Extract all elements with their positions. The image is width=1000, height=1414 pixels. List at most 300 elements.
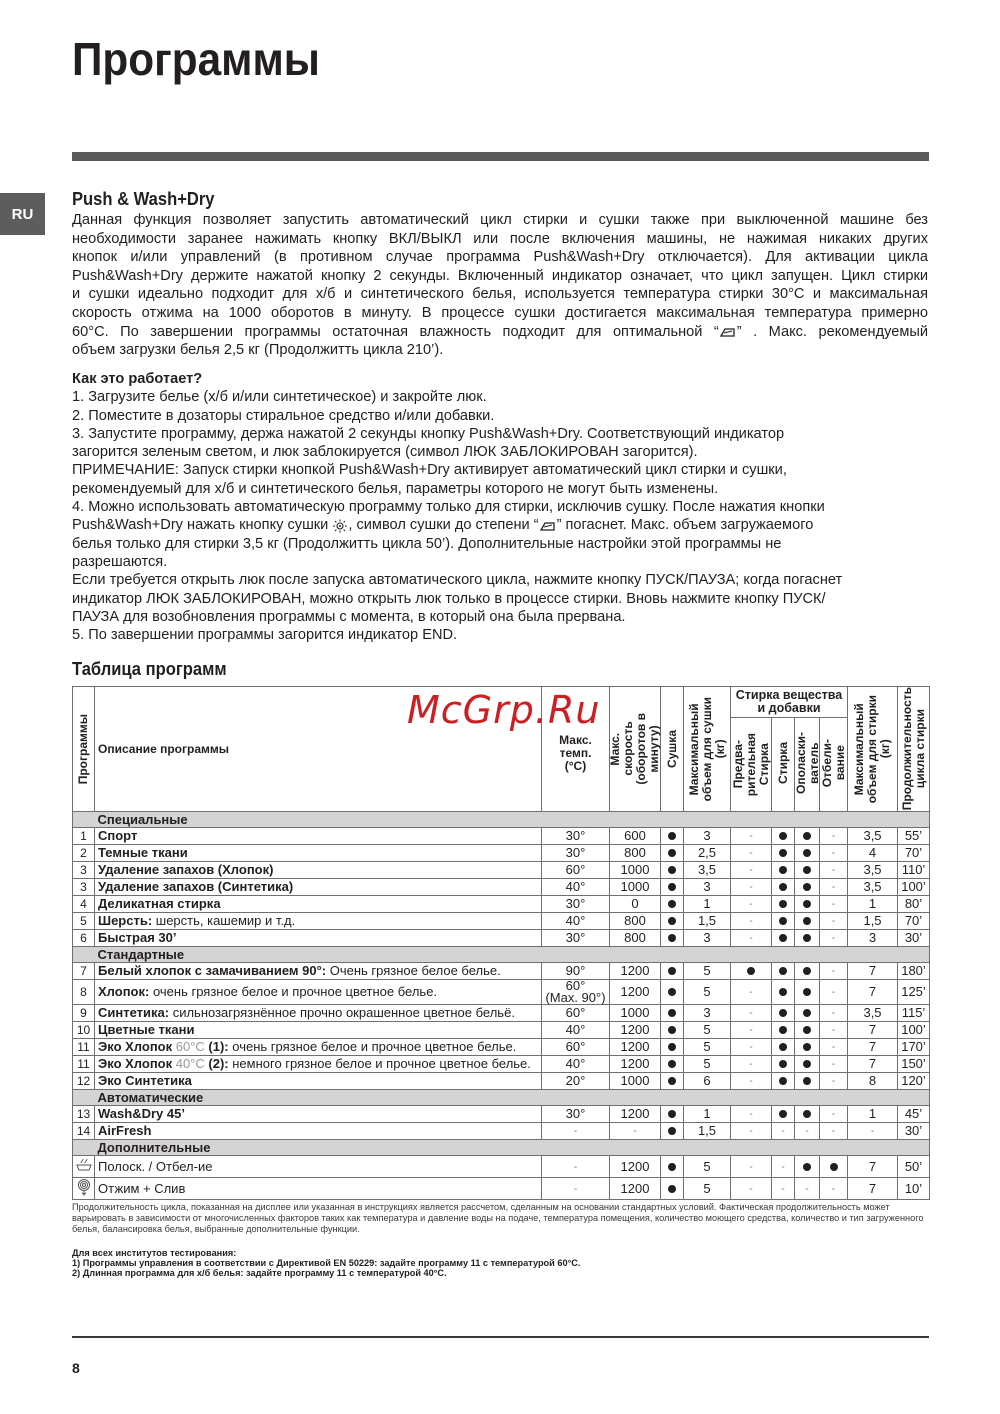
program-number: 3 (73, 879, 95, 896)
bleach: - (820, 963, 848, 980)
duration: 30’ (898, 930, 930, 947)
program-description: Удаление запахов (Хлопок) (95, 862, 542, 879)
wash-load: 3 (848, 930, 898, 947)
col-softener: Ополаски- ватель (795, 718, 820, 812)
dry-load: 1,5 (684, 913, 731, 930)
included-dot-icon (803, 883, 811, 891)
program-description: Деликатная стирка (95, 896, 542, 913)
col-dry-load: Максимальный объем для сушки (кг) (684, 687, 731, 812)
included-dot-icon (747, 967, 755, 975)
included-dot-icon (668, 832, 676, 840)
prewash: - (731, 1156, 772, 1178)
softener (795, 828, 820, 845)
duration: 10’ (898, 1178, 930, 1200)
wash-detergent (772, 1039, 795, 1056)
drying (661, 1073, 684, 1090)
max-spin: 1200 (610, 1056, 661, 1073)
wash-load: 3,5 (848, 1005, 898, 1022)
prewash: - (731, 1178, 772, 1200)
max-temp: 40° (542, 1056, 610, 1073)
dry-load: 5 (684, 980, 731, 1005)
bleach: - (820, 913, 848, 930)
drying (661, 1022, 684, 1039)
drying (661, 1056, 684, 1073)
prewash: - (731, 845, 772, 862)
drying (661, 862, 684, 879)
included-dot-icon (779, 849, 787, 857)
section-special: Специальные (73, 812, 930, 828)
included-dot-icon (803, 832, 811, 840)
dry-load: 3 (684, 828, 731, 845)
included-dot-icon (803, 1043, 811, 1051)
table-row (73, 1056, 930, 1073)
table-row (73, 845, 930, 862)
duration: 115’ (898, 1005, 930, 1022)
max-temp: 30° (542, 845, 610, 862)
duration: 30’ (898, 1123, 930, 1140)
drying (661, 1178, 684, 1200)
prewash: - (731, 1073, 772, 1090)
bleach: - (820, 1123, 848, 1140)
dry-load: 6 (684, 1073, 731, 1090)
wash-detergent (772, 1106, 795, 1123)
bleach: - (820, 862, 848, 879)
program-number: 8 (73, 980, 95, 1005)
bleach: - (820, 1178, 848, 1200)
table-row (73, 980, 930, 1005)
wash-detergent (772, 930, 795, 947)
drying (661, 1106, 684, 1123)
max-spin: 0 (610, 896, 661, 913)
program-number: 13 (73, 1106, 95, 1123)
table-row (73, 879, 930, 896)
dry-load: 2,5 (684, 845, 731, 862)
max-temp: 60° (542, 1039, 610, 1056)
section-standard: Стандартные (73, 947, 930, 963)
table-row (73, 1156, 930, 1178)
wash-load: 7 (848, 980, 898, 1005)
included-dot-icon (779, 917, 787, 925)
bleach: - (820, 1073, 848, 1090)
iron-dry-icon (719, 326, 737, 338)
program-description: Эко Хлопок 60°C (1): очень грязное белое и прочное цветное белье. (95, 1039, 542, 1056)
wash-detergent (772, 1056, 795, 1073)
program-number: 7 (73, 963, 95, 980)
included-dot-icon (779, 1110, 787, 1118)
included-dot-icon (803, 1110, 811, 1118)
duration: 110’ (898, 862, 930, 879)
softener (795, 930, 820, 947)
table-row (73, 1106, 930, 1123)
dry-load: 3 (684, 930, 731, 947)
wash-detergent (772, 828, 795, 845)
max-temp: 60° (542, 1005, 610, 1022)
included-dot-icon (803, 849, 811, 857)
program-description: Спорт (95, 828, 542, 845)
max-temp: 90° (542, 963, 610, 980)
included-dot-icon (668, 988, 676, 996)
wash-detergent: - (772, 1178, 795, 1200)
wash-load: 1,5 (848, 913, 898, 930)
dry-load: 1 (684, 1106, 731, 1123)
col-description: Описание программы (95, 687, 542, 812)
max-temp: - (542, 1123, 610, 1140)
drying (661, 1156, 684, 1178)
included-dot-icon (830, 1163, 838, 1171)
wash-load: 7 (848, 963, 898, 980)
program-description: Отжим + Слив (95, 1178, 542, 1200)
duration: 100’ (898, 1022, 930, 1039)
softener (795, 1156, 820, 1178)
wash-detergent (772, 1073, 795, 1090)
program-description: Белый хлопок с замачиванием 90°: Очень грязное белое белье. (95, 963, 542, 980)
softener: - (795, 1178, 820, 1200)
included-dot-icon (668, 1043, 676, 1051)
duration: 120’ (898, 1073, 930, 1090)
included-dot-icon (779, 883, 787, 891)
included-dot-icon (779, 1077, 787, 1085)
wash-load: 1 (848, 896, 898, 913)
max-temp: 30° (542, 828, 610, 845)
dry-load: 3,5 (684, 862, 731, 879)
col-duration: Продолжительность цикла стирки (898, 687, 930, 812)
prewash: - (731, 896, 772, 913)
prewash: - (731, 1022, 772, 1039)
included-dot-icon (668, 934, 676, 942)
dry-load: 5 (684, 1022, 731, 1039)
included-dot-icon (668, 1009, 676, 1017)
program-description: AirFresh (95, 1123, 542, 1140)
footer-divider (72, 1336, 929, 1338)
duration: 125’ (898, 980, 930, 1005)
duration: 80’ (898, 896, 930, 913)
max-spin: 1200 (610, 980, 661, 1005)
prewash: - (731, 1005, 772, 1022)
wash-detergent (772, 845, 795, 862)
drying (661, 896, 684, 913)
max-temp: 30° (542, 930, 610, 947)
wash-load: 3,5 (848, 828, 898, 845)
included-dot-icon (668, 883, 676, 891)
max-temp: 60° (Max. 90°) (542, 980, 610, 1005)
bleach: - (820, 828, 848, 845)
program-description: Эко Хлопок 40°C (2): немного грязное белое и прочное цветное белье. (95, 1056, 542, 1073)
included-dot-icon (803, 1026, 811, 1034)
col-bleach: Отбели- вание (820, 718, 848, 812)
duration: 70’ (898, 913, 930, 930)
included-dot-icon (779, 1043, 787, 1051)
drying (661, 828, 684, 845)
softener (795, 1106, 820, 1123)
prewash: - (731, 862, 772, 879)
testing-notes: Для всех институтов тестирования: 1) Программы управления в соответствии с Директивой EN 50229: задайте программу 11 с температурой 60°C. 2) Длинная программа для х/б белья: задайте программу 11 с температурой 40°C. (72, 1248, 581, 1278)
max-spin: 1000 (610, 1073, 661, 1090)
bleach: - (820, 879, 848, 896)
col-drying: Сушка (661, 687, 684, 812)
max-temp: 20° (542, 1073, 610, 1090)
prewash: - (731, 913, 772, 930)
included-dot-icon (779, 900, 787, 908)
drying (661, 930, 684, 947)
wash-detergent (772, 1022, 795, 1039)
wash-detergent (772, 879, 795, 896)
dry-load: 5 (684, 1156, 731, 1178)
wash-detergent (772, 896, 795, 913)
dry-load: 5 (684, 963, 731, 980)
included-dot-icon (803, 988, 811, 996)
col-max-temp: Макс. темп. (°C) (542, 687, 610, 812)
program-number: 10 (73, 1022, 95, 1039)
included-dot-icon (779, 1009, 787, 1017)
included-dot-icon (668, 900, 676, 908)
dry-load: 5 (684, 1178, 731, 1200)
max-spin: 1000 (610, 879, 661, 896)
table-row (73, 1022, 930, 1039)
wash-load: 7 (848, 1039, 898, 1056)
max-temp: 60° (542, 862, 610, 879)
wash-load: 8 (848, 1073, 898, 1090)
wash-load: 3,5 (848, 862, 898, 879)
watermark: McGrp.Ru (407, 688, 601, 732)
section-automatic: Автоматические (73, 1090, 930, 1106)
included-dot-icon (803, 1077, 811, 1085)
col-max-spin: Макс. скорость (оборотов в минуту) (610, 687, 661, 812)
bleach: - (820, 1022, 848, 1039)
bleach: - (820, 1039, 848, 1056)
included-dot-icon (668, 1077, 676, 1085)
program-number: 12 (73, 1073, 95, 1090)
spin-drain-icon (73, 1178, 95, 1200)
bleach: - (820, 1106, 848, 1123)
rinse-icon (73, 1156, 95, 1178)
program-description: Темные ткани (95, 845, 542, 862)
bleach: - (820, 930, 848, 947)
bleach: - (820, 1056, 848, 1073)
program-number: 5 (73, 913, 95, 930)
program-number: 1 (73, 828, 95, 845)
max-temp: 40° (542, 879, 610, 896)
included-dot-icon (779, 967, 787, 975)
max-temp: 30° (542, 896, 610, 913)
dry-load: 3 (684, 879, 731, 896)
included-dot-icon (668, 967, 676, 975)
max-spin: 1200 (610, 1156, 661, 1178)
program-description: Синтетика: сильнозагрязнённое прочно окрашенное цветное бельё. (95, 1005, 542, 1022)
wash-detergent: - (772, 1123, 795, 1140)
duration: 55’ (898, 828, 930, 845)
max-temp: - (542, 1156, 610, 1178)
included-dot-icon (668, 866, 676, 874)
table-row (73, 896, 930, 913)
wash-detergent (772, 963, 795, 980)
included-dot-icon (803, 1060, 811, 1068)
softener (795, 862, 820, 879)
included-dot-icon (668, 1185, 676, 1193)
dry-load: 5 (684, 1039, 731, 1056)
included-dot-icon (803, 934, 811, 942)
drying (661, 980, 684, 1005)
program-number: 11 (73, 1039, 95, 1056)
prewash (731, 963, 772, 980)
drying (661, 845, 684, 862)
col-wash-load: Максимальный объем для стирки (кг) (848, 687, 898, 812)
push-wash-heading: Push & Wash+Dry (72, 189, 215, 209)
program-description: Wash&Dry 45’ (95, 1106, 542, 1123)
how-it-works-heading: Как это работает? (72, 371, 203, 387)
max-spin: 1000 (610, 1005, 661, 1022)
max-spin: 800 (610, 930, 661, 947)
table-row (73, 913, 930, 930)
softener (795, 963, 820, 980)
softener (795, 1039, 820, 1056)
bleach: - (820, 845, 848, 862)
program-description: Шерсть: шерсть, кашемир и т.д. (95, 913, 542, 930)
softener (795, 980, 820, 1005)
program-number: 9 (73, 1005, 95, 1022)
prewash: - (731, 980, 772, 1005)
table-row (73, 1123, 930, 1140)
table-row (73, 1005, 930, 1022)
softener (795, 1073, 820, 1090)
softener (795, 1005, 820, 1022)
wash-load: 7 (848, 1178, 898, 1200)
table-row (73, 930, 930, 947)
wash-load: 4 (848, 845, 898, 862)
prewash: - (731, 1039, 772, 1056)
softener (795, 896, 820, 913)
max-temp: 30° (542, 1106, 610, 1123)
max-temp: 40° (542, 913, 610, 930)
wash-load: 7 (848, 1156, 898, 1178)
included-dot-icon (779, 988, 787, 996)
drying (661, 879, 684, 896)
included-dot-icon (803, 1163, 811, 1171)
table-row (73, 828, 930, 845)
dry-load: 1 (684, 896, 731, 913)
dry-load: 1,5 (684, 1123, 731, 1140)
program-description: Удаление запахов (Синтетика) (95, 879, 542, 896)
duration: 100’ (898, 879, 930, 896)
drying (661, 1039, 684, 1056)
included-dot-icon (803, 866, 811, 874)
wash-detergent (772, 1005, 795, 1022)
wash-detergent (772, 980, 795, 1005)
wash-detergent (772, 862, 795, 879)
included-dot-icon (803, 1009, 811, 1017)
duration: 170’ (898, 1039, 930, 1056)
col-detergents: Стирка вещества и добавки (731, 687, 848, 718)
prewash: - (731, 828, 772, 845)
wash-load: 7 (848, 1022, 898, 1039)
program-description: Быстрая 30’ (95, 930, 542, 947)
drying (661, 1005, 684, 1022)
header-divider (72, 152, 929, 161)
dry-load: 5 (684, 1056, 731, 1073)
max-spin: 1200 (610, 1178, 661, 1200)
drying (661, 963, 684, 980)
drying (661, 913, 684, 930)
table-row (73, 1039, 930, 1056)
program-description: Эко Синтетика (95, 1073, 542, 1090)
program-number: 11 (73, 1056, 95, 1073)
included-dot-icon (668, 849, 676, 857)
prewash: - (731, 879, 772, 896)
wash-detergent (772, 913, 795, 930)
included-dot-icon (779, 832, 787, 840)
program-description: Хлопок: очень грязное белое и прочное цветное белье. (95, 980, 542, 1005)
included-dot-icon (668, 1127, 676, 1135)
prewash: - (731, 1123, 772, 1140)
duration: 150’ (898, 1056, 930, 1073)
dry-load: 3 (684, 1005, 731, 1022)
page-number: 8 (72, 1360, 80, 1376)
table-row (73, 1073, 930, 1090)
included-dot-icon (668, 1110, 676, 1118)
iron-dry-icon (539, 520, 557, 532)
language-tab: RU (0, 193, 45, 235)
page-title: Программы (72, 33, 320, 85)
wash-load: 1 (848, 1106, 898, 1123)
program-number: 2 (73, 845, 95, 862)
duration: 45’ (898, 1106, 930, 1123)
wash-detergent: - (772, 1156, 795, 1178)
max-temp: - (542, 1178, 610, 1200)
duration: 50’ (898, 1156, 930, 1178)
included-dot-icon (779, 866, 787, 874)
push-wash-description: Данная функция позволяет запустить автоматический цикл стирки и сушки также при выключенной машине без необходимости заранее нажимать кнопку ВКЛ/ВЫКЛ или после включения машины, не нажимая никаких других кнопок и/или управлений (в противном случае программа Push&Wash+Dry отключается). Для активации цикла Push&Wash+Dry держите нажатой кнопку 2 секунды. Включенный индикатор означает, что цикл запущен. Цикл стирки и сушки идеально подходит для х/б и синтетического белья, используется температура стирки 30°C и максимальная скорость отжима на 1000 оборотов в минуту. В процессе сушки достигается максимальная температура примерно 60°C. По завершении программы остаточная влажность подходит для оптимальной “ ” . Макс. рекомендуемый объем загрузки белья 2,5 кг (Продолжитть цикла 210’). (72, 212, 929, 359)
bleach (820, 1156, 848, 1178)
softener (795, 1056, 820, 1073)
prewash: - (731, 1106, 772, 1123)
duration-footnote: Продолжительность цикла, показанная на дисплее или указанная в инструкциях является рассчетом, сделанным на основании стандартных условий. Фактическая продолжительность может варьировать в зависимости от многочисленных факторов таких как температура и давление воды на подаче, температура помещения, количество моющего средства, количество и тип загруженного белья, балансировка белья, выбранные дополнительные функции. (72, 1202, 924, 1234)
col-wash: Стирка (772, 718, 795, 812)
wash-load: 3,5 (848, 879, 898, 896)
softener (795, 845, 820, 862)
bleach: - (820, 1005, 848, 1022)
table-row (73, 1178, 930, 1200)
table-row (73, 862, 930, 879)
max-temp: 40° (542, 1022, 610, 1039)
included-dot-icon (668, 1026, 676, 1034)
softener (795, 913, 820, 930)
drying (661, 1123, 684, 1140)
included-dot-icon (779, 934, 787, 942)
program-description: Цветные ткани (95, 1022, 542, 1039)
included-dot-icon (779, 1060, 787, 1068)
softener (795, 879, 820, 896)
included-dot-icon (779, 1026, 787, 1034)
col-programs: Программы (73, 687, 95, 812)
wash-load: 7 (848, 1056, 898, 1073)
duration: 180’ (898, 963, 930, 980)
bleach: - (820, 896, 848, 913)
program-number: 3 (73, 862, 95, 879)
included-dot-icon (668, 1163, 676, 1171)
program-description: Полоск. / Отбел-ие (95, 1156, 542, 1178)
prewash: - (731, 930, 772, 947)
col-prewash: Предва- рительная Стирка (731, 718, 772, 812)
program-number: 6 (73, 930, 95, 947)
max-spin: - (610, 1123, 661, 1140)
program-table (72, 686, 930, 1200)
wash-load: - (848, 1123, 898, 1140)
softener: - (795, 1123, 820, 1140)
softener (795, 1022, 820, 1039)
max-spin: 600 (610, 828, 661, 845)
bleach: - (820, 980, 848, 1005)
section-additional: Дополнительные (73, 1140, 930, 1156)
how-it-works-section: Как это работает? 1. Загрузите белье (х/б и/или синтетическое) и закройте люк. 2. Поместите в дозаторы стиральное средство и/или добавки. 3. Запустите программу, держа нажатой 2 секунды кнопку Push&Wash+Dry. Соответствующий индикатор загорится зеленым светом, и люк заблокируется (символ ЛЮК ЗАБЛОКИРОВАН загорится). ПРИМЕЧАНИЕ: Запуск стирки кнопкой Push&Wash+Dry активирует автоматический цикл стирки и сушки, рекомендуемый для х/б и синтетического белья, параметры которого не могут быть изменены. 4. Можно использовать автоматическую программу только для стирки, исключив сушку. После нажатия кнопки Push&Wash+Dry нажать кнопку сушки , символ сушки до степени “ ” погаснет. Макс. объем загружаемого белья только для стирки 3,5 кг (Продолжитть цикла 50’). Дополнительные настройки этой программы не разрешаются. Если требуется открыть люк после запуска автоматического цикла, нажмите кнопку ПУСК/ПАУЗА; когда погаснет индикатор ЛЮК ЗАБЛОКИРОВАН, можно открыть люк только в процессе стирки. Вновь нажмите кнопку ПУСК/ ПАУЗА для возобновления программы с момента, в который она была прервана. 5. По завершении программы загорится индикатор END. (72, 370, 932, 644)
